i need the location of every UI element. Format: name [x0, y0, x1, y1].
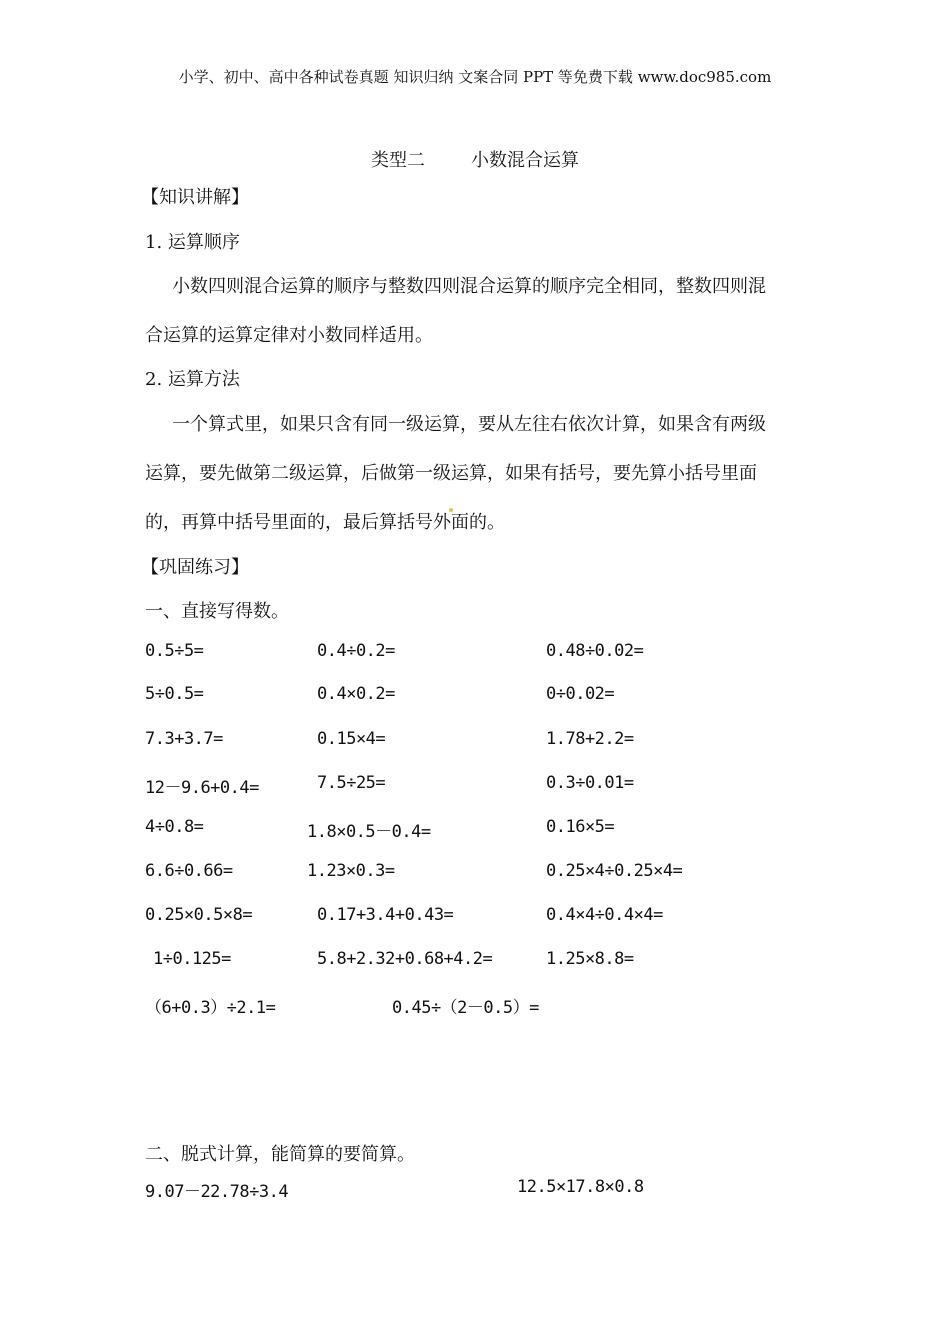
item2-line1: 一个算式里，如果只含有同一级运算，要从左往右依次计算，如果含有两级 — [172, 414, 766, 435]
problem-r2-c3: 0÷0.02= — [546, 684, 615, 704]
title-type: 类型二 — [371, 150, 425, 171]
problem-r5-c3: 0.16×5= — [546, 817, 615, 837]
practice-heading: 【巩固练习】 — [141, 557, 249, 578]
problem-r5-c1: 4÷0.8= — [145, 817, 204, 837]
problem-r1-c2: 0.4÷0.2= — [317, 641, 395, 661]
item1-line1: 小数四则混合运算的顺序与整数四则混合运算的顺序完全相同，整数四则混 — [172, 276, 766, 297]
problem-r8-c1: 1÷0.125= — [153, 949, 231, 969]
problem-r9-c1: （6+0.3）÷2.1= — [145, 998, 276, 1018]
knowledge-heading: 【知识讲解】 — [141, 187, 249, 208]
item2-line2: 运算，要先做第二级运算，后做第一级运算，如果有括号，要先算小括号里面 — [145, 463, 757, 484]
problem-r7-c3: 0.4×4÷0.4×4= — [546, 905, 663, 925]
problem-r7-c1: 0.25×0.5×8= — [145, 905, 253, 925]
problem-r6-c1: 6.6÷0.66= — [145, 861, 233, 881]
page-title — [0, 146, 950, 172]
problem-r3-c3: 1.78+2.2= — [546, 729, 634, 749]
item1-line2: 合运算的运算定律对小数同样适用。 — [145, 325, 433, 346]
problem-r2-c1: 5÷0.5= — [145, 684, 204, 704]
problem-r4-c3: 0.3÷0.01= — [546, 773, 634, 793]
problem-r5-c2: 1.8×0.5－0.4= — [307, 822, 431, 842]
problem-r4-c1: 12－9.6+0.4= — [145, 778, 259, 798]
item1-title: 1. 运算顺序 — [145, 232, 240, 253]
problem-r9-c2: 0.45÷（2－0.5）= — [392, 998, 539, 1018]
section2-problem-2: 12.5×17.8×0.8 — [517, 1177, 644, 1197]
problem-r4-c2: 7.5÷25= — [317, 773, 386, 793]
title-topic: 小数混合运算 — [471, 150, 579, 171]
problem-r8-c3: 1.25×8.8= — [546, 949, 634, 969]
stray-dot — [449, 508, 453, 512]
problem-r1-c1: 0.5÷5= — [145, 641, 204, 661]
problem-r8-c2: 5.8+2.32+0.68+4.2= — [317, 949, 493, 969]
problem-r7-c2: 0.17+3.4+0.43= — [317, 905, 454, 925]
problem-r2-c2: 0.4×0.2= — [317, 684, 395, 704]
section2-problem-1: 9.07－22.78÷3.4 — [145, 1182, 289, 1202]
problem-r6-c2: 1.23×0.3= — [307, 861, 395, 881]
item2-title: 2. 运算方法 — [145, 369, 240, 390]
problem-r3-c2: 0.15×4= — [317, 729, 386, 749]
problem-r1-c3: 0.48÷0.02= — [546, 641, 644, 661]
section1-title: 一、直接写得数。 — [145, 601, 289, 622]
page-header: 小学、初中、高中各种试卷真题 知识归纳 文案合同 PPT 等免费下载 www.doc985.com — [178, 68, 772, 86]
item2-line3: 的，再算中括号里面的，最后算括号外面的。 — [145, 512, 505, 533]
section2-title: 二、脱式计算，能简算的要简算。 — [145, 1144, 415, 1165]
problem-r6-c3: 0.25×4÷0.25×4= — [546, 861, 683, 881]
problem-r3-c1: 7.3+3.7= — [145, 729, 223, 749]
